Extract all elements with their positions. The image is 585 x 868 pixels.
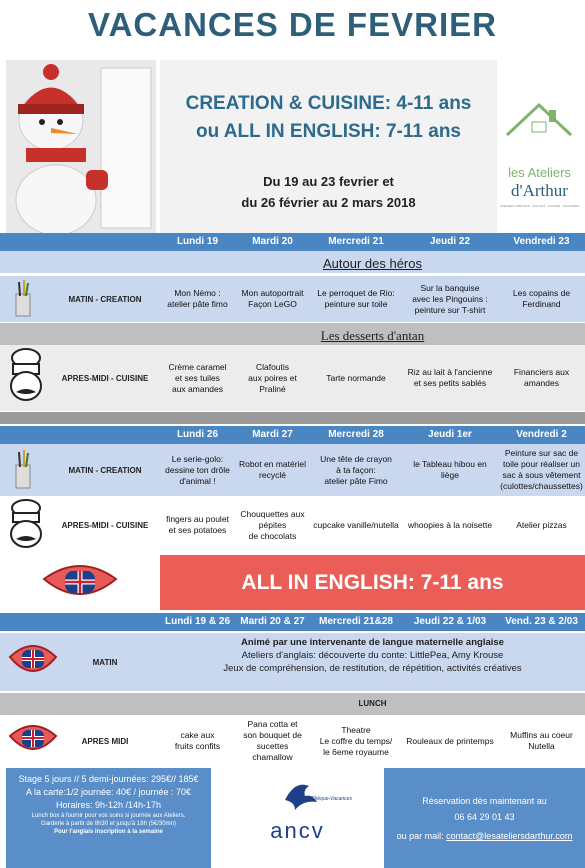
activity-cell: Sur la banquise avec les Pingouins : peinture sur T-shirt bbox=[412, 282, 488, 315]
header-line2: ou ALL IN ENGLISH: 7-11 ans bbox=[196, 121, 461, 142]
chef-icon bbox=[4, 498, 48, 552]
row-label: MATIN - CREATION bbox=[68, 465, 142, 475]
day-label: Mercredi 21&28 bbox=[319, 616, 393, 627]
lunch-label: LUNCH bbox=[358, 699, 387, 708]
day-label: Lundi 19 bbox=[176, 236, 219, 247]
day-label: Mercredi 28 bbox=[328, 429, 384, 440]
chef-icon bbox=[4, 346, 48, 408]
day-label: Lundi 26 bbox=[176, 429, 219, 440]
ancv-small-text: Chèque-Vacances bbox=[311, 796, 352, 802]
uk-tongue-icon bbox=[40, 557, 120, 607]
row-label: APRES-MIDI - CUISINE bbox=[61, 520, 149, 530]
ancv-logo bbox=[211, 768, 384, 868]
row-label: MATIN - CREATION bbox=[68, 294, 142, 304]
reservation-panel bbox=[384, 768, 585, 868]
activity-cell: Peinture sur sac de toile pour réaliser un sac à sous vêtement (culottes/chaussettes) bbox=[500, 448, 583, 491]
pricing-panel bbox=[6, 768, 211, 868]
week2-day-header bbox=[0, 426, 585, 444]
pricing-line: Lunch box à fournir pour vos soins si journée aux Ateliers. bbox=[31, 813, 186, 819]
day-label: Mardi 27 bbox=[252, 429, 293, 440]
day-label: Vend. 23 & 2/03 bbox=[505, 616, 578, 627]
activity-cell: Pana cotta et son bouquet de sucettes chamallow bbox=[243, 719, 302, 762]
english-banner: ALL IN ENGLISH: 7-11 ans bbox=[160, 555, 585, 610]
activity-cell: Tarte normande bbox=[326, 372, 386, 383]
activity-cell: cake aux fruits confits bbox=[174, 730, 221, 751]
activity-cell: Les copains de Ferdinand bbox=[512, 288, 571, 309]
activity-cell: le Tableau hibou en liège bbox=[413, 459, 487, 480]
day-label: Mercredi 21 bbox=[328, 236, 384, 247]
mail-prefix: ou par mail: bbox=[396, 831, 447, 841]
activity-cell: whoopies à la noisette bbox=[407, 519, 493, 530]
header-line1: CREATION & CUISINE: 4-11 ans bbox=[185, 93, 472, 114]
pricing-line: A la carte:1/2 journée: 40€ / journée : 70€ bbox=[25, 787, 192, 797]
english-day-header bbox=[0, 613, 585, 631]
day-label: Lundi 19 & 26 bbox=[164, 616, 230, 627]
day-label: Mardi 20 & 27 bbox=[240, 616, 305, 627]
activity-cell: Clafoutis aux poires et Praliné bbox=[248, 361, 297, 394]
day-label: Jeudi 22 & 1/03 bbox=[413, 616, 487, 627]
activity-cell: Crème caramel et ses tuiles aux amandes bbox=[168, 361, 227, 394]
header-dates bbox=[160, 171, 497, 213]
dates-line1: Du 19 au 23 fevrier et bbox=[263, 174, 394, 189]
reservation-mail-line bbox=[384, 831, 585, 841]
logo-sub: ATELIERS CRÉATIFS · ANGLAIS · CUISINE · VACANCES bbox=[499, 204, 579, 208]
snowman-image bbox=[6, 60, 156, 233]
activity-cell: Le serie-golo: dessine ton drôle d'animal ! bbox=[165, 453, 230, 486]
english-morning-text bbox=[160, 636, 585, 675]
pricing-line: Horaires: 9h-12h /14h-17h bbox=[55, 800, 162, 810]
activity-cell: Une tête de crayon à ta façon: atelier pâte Fimo bbox=[320, 453, 392, 486]
activity-cell: Financiers aux amandes bbox=[513, 367, 570, 388]
row-label: MATIN bbox=[92, 657, 118, 667]
row-label: APRES-MIDI - CUISINE bbox=[61, 373, 149, 383]
activity-cell: Chouquettes aux pépites de chocolats bbox=[240, 508, 305, 541]
paint-cup-icon bbox=[6, 450, 42, 490]
pricing-line: Stage 5 jours // 5 demi-journées: 295€// 185€ bbox=[18, 774, 199, 784]
theme-title: Les desserts d'antan bbox=[320, 328, 425, 343]
activity-cell: Atelier pizzas bbox=[516, 519, 567, 530]
activity-cell: Theatre Le coffre du temps/ le 6eme royaume bbox=[319, 724, 393, 757]
activity-cell: Mon Némo : atelier pâte fimo bbox=[167, 288, 228, 309]
english-line: Ateliers d'anglais: découverte du conte: LittlePea, Amy Krouse bbox=[241, 650, 504, 661]
activity-cell: Muffins au coeur Nutella bbox=[510, 730, 573, 751]
logo-line1: les Ateliers bbox=[508, 165, 571, 180]
theme-title: Autour des héros bbox=[322, 256, 422, 271]
pricing-line: Garderie à partir de 8h30 et jusqu'à 18h (5€/30mn) bbox=[41, 821, 176, 827]
day-label: Jeudi 1er bbox=[428, 429, 472, 440]
divider bbox=[0, 412, 585, 424]
day-label: Jeudi 22 bbox=[429, 236, 471, 247]
email-link[interactable]: contact@lesateliersdarthur.com bbox=[446, 831, 573, 841]
day-label: Mardi 20 bbox=[252, 236, 293, 247]
paint-cup-icon bbox=[6, 280, 42, 318]
page-title: VACANCES DE FEVRIER bbox=[88, 6, 497, 43]
pricing-line: Pour l'anglais inscription à la semaine bbox=[54, 829, 163, 835]
activity-cell: fingers au poulet et ses potatoes bbox=[166, 514, 229, 535]
activity-cell: Le perroquet de Rio: peinture sur toile bbox=[317, 288, 395, 309]
dates-line2: du 26 février au 2 mars 2018 bbox=[241, 195, 416, 210]
reservation-phone: 06 64 29 01 43 bbox=[454, 812, 515, 822]
day-label: Vendredi 2 bbox=[516, 429, 567, 440]
reservation-line: Réservation dès maintenant au bbox=[422, 796, 547, 806]
logo-line2: d'Arthur bbox=[511, 181, 568, 200]
activity-cell: Rouleaux de printemps bbox=[406, 735, 494, 746]
row-label: APRES MIDI bbox=[81, 736, 129, 746]
english-line: Jeux de compréhension, de restitution, de répétition, activités créatives bbox=[223, 663, 522, 674]
english-line: Animé par une intervenante de langue maternelle anglaise bbox=[241, 637, 504, 648]
activity-cell: Riz au lait à l'ancienne et ses petits sablés bbox=[407, 367, 493, 388]
logo bbox=[497, 60, 582, 233]
activity-cell: Robot en matériel recyclé bbox=[238, 459, 307, 480]
ancv-text: ancv bbox=[270, 818, 325, 843]
week1-day-header bbox=[0, 233, 585, 251]
day-label: Vendredi 23 bbox=[513, 236, 570, 247]
activity-cell: cupcake vanille/nutella bbox=[313, 519, 399, 530]
activity-cell: Mon autoportrait Façon LeGO bbox=[241, 288, 304, 309]
